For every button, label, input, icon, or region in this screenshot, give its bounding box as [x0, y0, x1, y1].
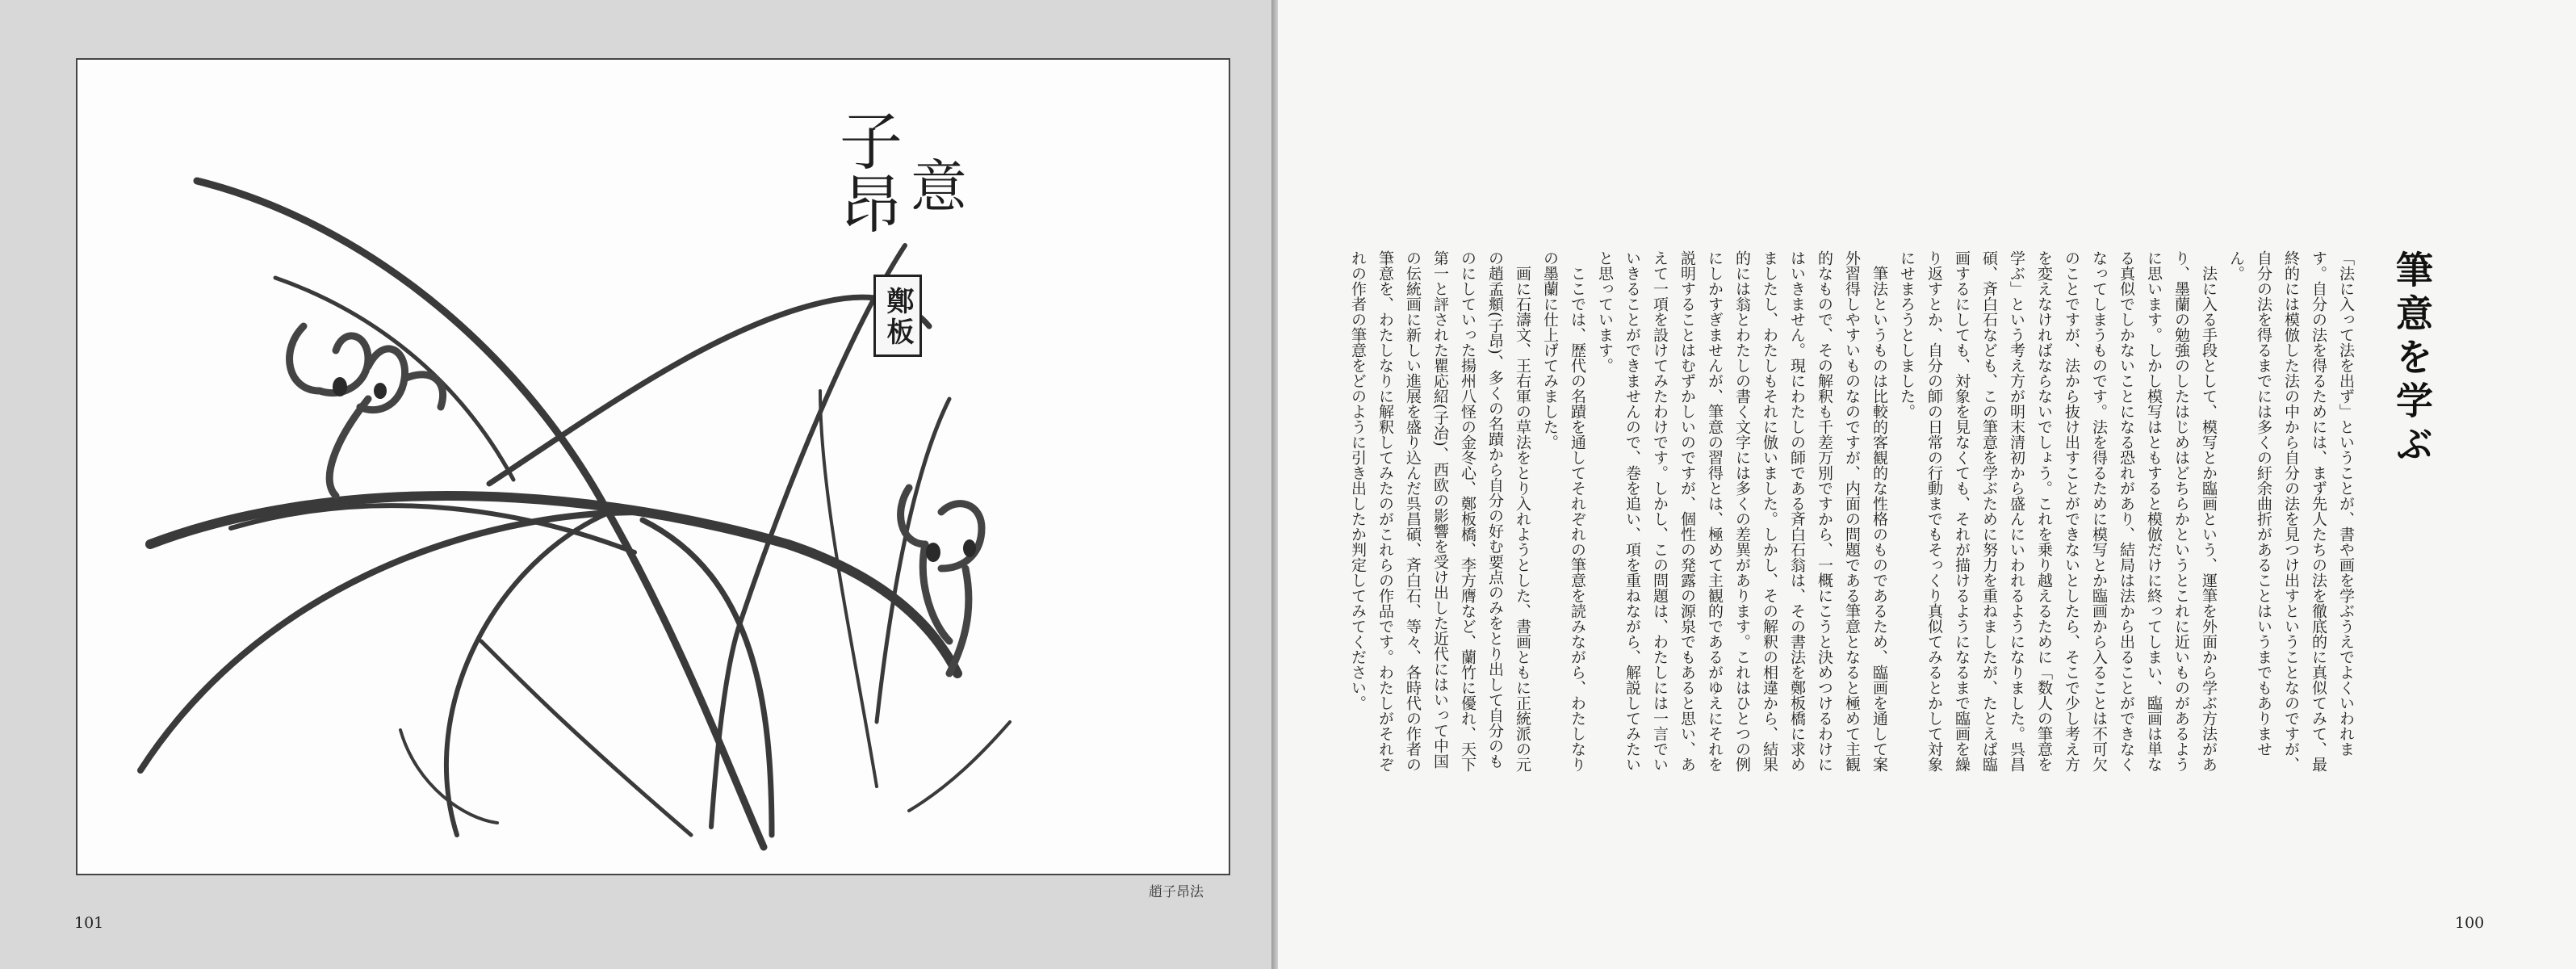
right-page — [1278, 0, 2576, 969]
inscription-line-2: 意 — [901, 157, 968, 213]
paragraph-2: 法に入る手段として、模写とか臨画という、運筆を外面から学ぶ方法があり、墨蘭の勉強のしたはじめはどちらかというとこれに近いものがあるように思います。しかし模写はともすると模倣だけに終ってしまい、臨画は単なる真似でしかないことになる恐れがあり、結局は法から出ることができなくなってしまうものです。法を得るために模写とか臨画から入ることは不可欠のことですが、法から抜け出すことができないとしたら、そこで少し考え方を変えなければならないでしょう。これを乗り越えるために「数人の筆意を学ぶ」という考え方が明末清初から盛んにいわれるようになりました。呉昌碩、斉白石なども、この筆意を学ぶために努力を重ねましたが、たとえば臨画するにしても、対象を見なくても、それが描けるようになるまで臨画を繰り返すとか、自分の師の日常の行動までもそっくり真似てみるとかして対象にせまろうとしました。 — [1898, 250, 2218, 772]
book-gutter — [1271, 0, 1278, 969]
artist-inscription — [828, 108, 968, 234]
chapter-title: 筆意を学ぶ — [2390, 250, 2434, 468]
paragraph-1: 「法に入って法を出ず」ということが、書や画を学ぶうえでよくいわれます。自分の法を得るためには、まず先人たちの法を徹底的に真似てみて、最終的には模倣した法の中から自分の法を見つけ出すということなのですが、自分の法を得るまでには多くの紆余曲折があることはいうまでもありません。 — [2227, 250, 2355, 772]
inscription-line-1: 子昂 — [828, 108, 902, 234]
seal-char-2: 板 — [882, 317, 914, 345]
painting-caption: 趙子昂法 — [1149, 884, 1204, 900]
painting-frame — [76, 58, 1230, 875]
seal-char-1: 鄭 — [882, 287, 914, 314]
page-number-right: 100 — [2455, 914, 2485, 932]
left-page — [0, 0, 1271, 969]
body-text — [1349, 250, 2360, 775]
artist-seal — [873, 275, 922, 357]
paragraph-4: ここでは、歴代の名蹟を通してそれぞれの筆意を読みながら、わたしなりの墨蘭に仕上げてみました。 — [1541, 250, 1586, 772]
paragraph-5: 画に石濤文、王右軍の草法をとり入れようとした、書画ともに正統派の元の趙孟頫(子昂)、多くの名蹟から自分の好む要点のみをとり出して自分のものにしていった揚州八怪の金冬心、鄭板橋、李方膺など、蘭竹に優れ、天下第一と評された瞿応紹(子冶)、西欧の影響を受け出した近代にはいって中国の伝統画に新しい進展を盛り込んだ呉昌碩、斉白石、等々、各時代の作者の筆意を、わたしなりに解釈してみたのがこれらの作品です。わたしがそれぞれの作者の筆意をどのように引き出したか判定してみてください。 — [1349, 250, 1531, 772]
page-number-left: 101 — [74, 914, 104, 932]
paragraph-3: 筆法というものは比較的客観的な性格のものであるため、臨画を通して案外習得しやすいものなのですが、内面の問題である筆意となると極めて主観的なもので、その解釈も千差万別ですから、一概にこうと決めつけるわけにはいきません。現にわたしの師である斉白石翁は、その書法を鄭板橋に求めましたし、わたしもそれに倣いました。しかし、その解釈の相違から、結果的には翁とわたしの書く文字には多くの差異があります。これはひとつの例にしかすぎませんが、筆意の習得とは、極めて主観的であるがゆえにそれを説明することはむずかしいのですが、個性の発露の源泉でもあると思い、あえて一項を設けてみたわけです。しかし、この問題は、わたしには一言でいいきることができませんので、巻を追い、項を重ねながら、解説してみたいと思っています。 — [1596, 250, 1888, 772]
orchid-ink-painting — [77, 60, 1229, 874]
